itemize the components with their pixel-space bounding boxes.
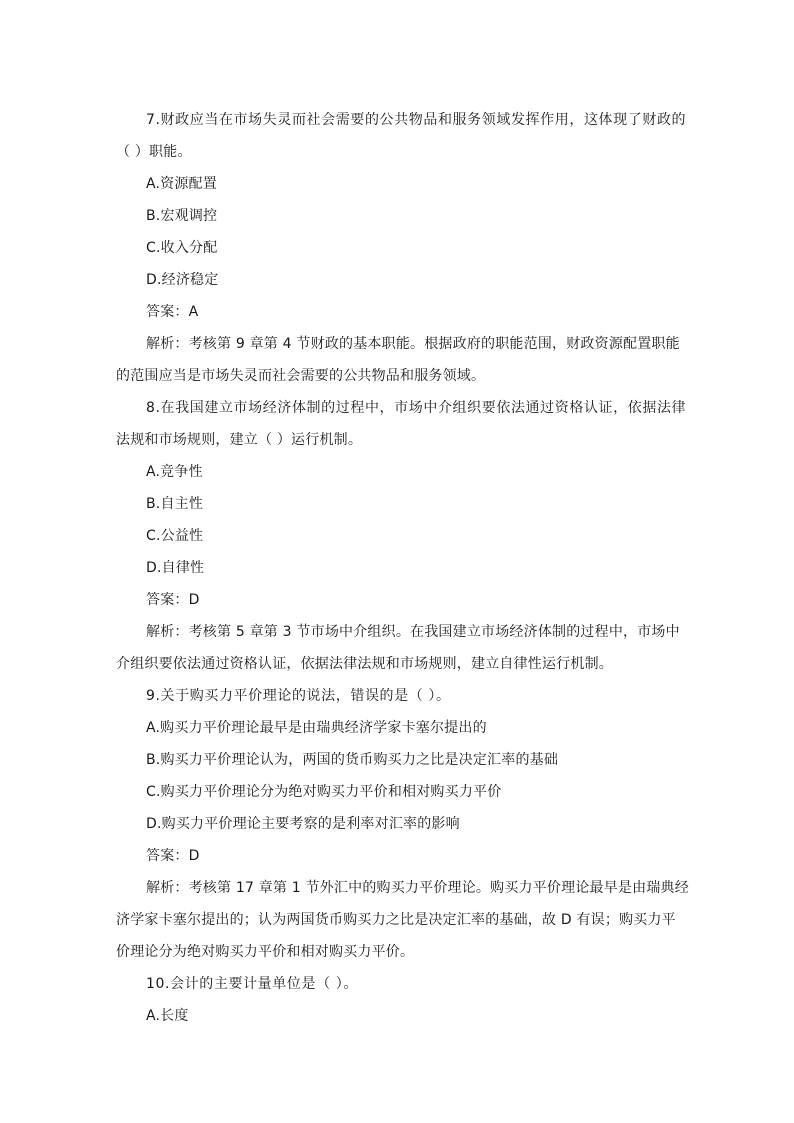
question-7-option-a: A.资源配置 xyxy=(146,176,217,192)
question-7-analysis-line-2: 的范围应当是市场失灵而社会需要的公共物品和服务领域。 xyxy=(116,368,486,384)
question-7-stem-line-2: （ ）职能。 xyxy=(116,144,192,160)
question-9-answer: 答案：D xyxy=(146,848,200,864)
question-9-option-d: D.购买力平价理论主要考察的是利率对汇率的影响 xyxy=(146,816,460,832)
question-7-stem-line-1: 7.财政应当在市场失灵而社会需要的公共物品和服务领域发挥作用，这体现了财政的 xyxy=(146,112,687,128)
question-9-option-b: B.购买力平价理论认为，两国的货币购买力之比是决定汇率的基础 xyxy=(146,752,559,768)
question-8-option-b: B.自主性 xyxy=(146,496,204,512)
question-8-stem-line-1: 8.在我国建立市场经济体制的过程中，市场中介组织要依法通过资格认证，依据法律 xyxy=(146,400,687,416)
question-8-option-d: D.自律性 xyxy=(146,560,205,576)
question-9-analysis-line-1: 解析：考核第 17 章第 1 节外汇中的购买力平价理论。购买力平价理论最早是由瑞典经 xyxy=(146,880,689,896)
question-10-option-a: A.长度 xyxy=(146,1008,189,1024)
question-7-option-b: B.宏观调控 xyxy=(146,208,218,224)
question-8-option-a: A.竞争性 xyxy=(146,464,203,480)
question-8-analysis-line-1: 解析：考核第 5 章第 3 节市场中介组织。在我国建立市场经济体制的过程中，市场中 xyxy=(146,624,680,640)
question-9-option-a: A.购买力平价理论最早是由瑞典经济学家卡塞尔提出的 xyxy=(146,720,487,736)
question-7-option-c: C.收入分配 xyxy=(146,240,218,256)
question-7-answer: 答案：A xyxy=(146,304,199,320)
question-7-analysis-line-1: 解析：考核第 9 章第 4 节财政的基本职能。根据政府的职能范围，财政资源配置职能 xyxy=(146,336,680,352)
question-7-option-d: D.经济稳定 xyxy=(146,272,219,288)
question-9-analysis-line-3: 价理论分为绝对购买力平价和相对购买力平价。 xyxy=(116,944,415,960)
question-10-stem: 10.会计的主要计量单位是（ ）。 xyxy=(146,976,358,992)
question-9-stem: 9.关于购买力平价理论的说法，错误的是（ ）。 xyxy=(146,688,451,704)
question-9-analysis-line-2: 济学家卡塞尔提出的；认为两国货币购买力之比是决定汇率的基础，故 D 有误；购买力平 xyxy=(116,912,676,928)
question-8-answer: 答案：D xyxy=(146,592,200,608)
question-9-option-c: C.购买力平价理论分为绝对购买力平价和相对购买力平价 xyxy=(146,784,502,800)
question-8-option-c: C.公益性 xyxy=(146,528,204,544)
question-8-stem-line-2: 法规和市场规则，建立（ ）运行机制。 xyxy=(116,432,363,448)
question-8-analysis-line-2: 介组织要依法通过资格认证，依据法律法规和市场规则，建立自律性运行机制。 xyxy=(116,656,613,672)
